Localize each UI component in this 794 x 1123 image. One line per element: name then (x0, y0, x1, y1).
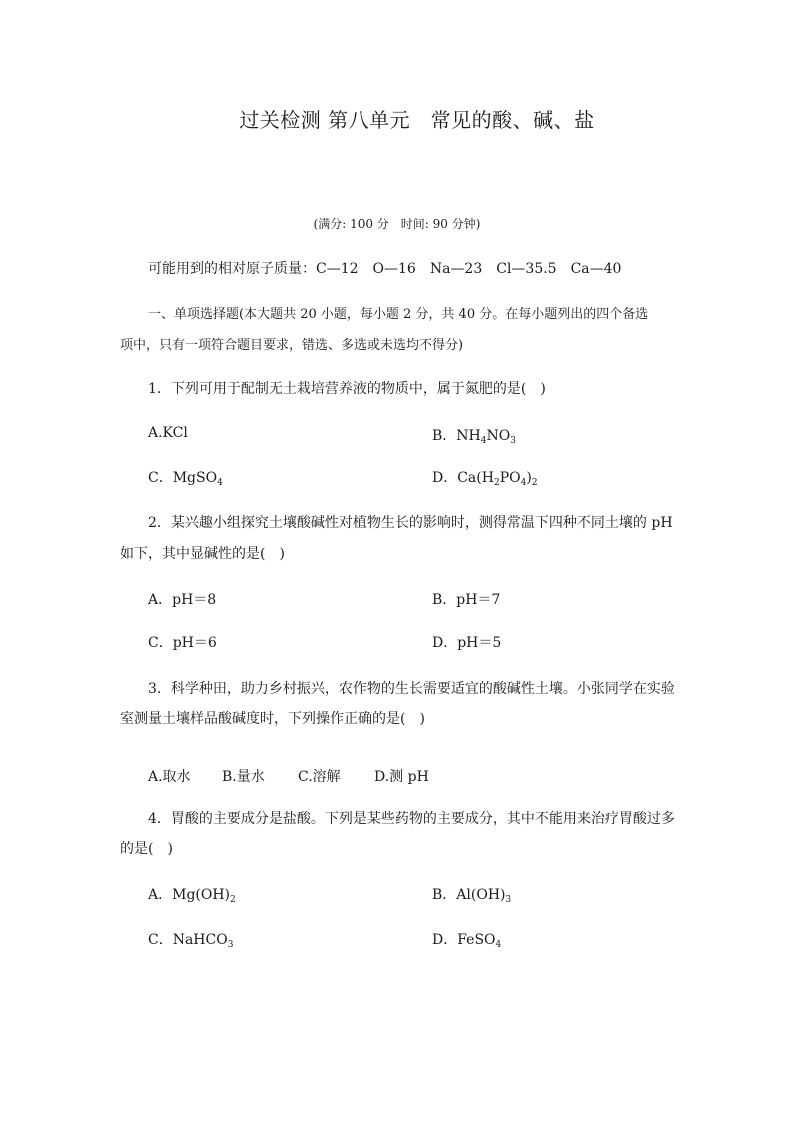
question-4-stem-line2: 的是( ) (120, 841, 173, 857)
question-1-option-a: A.KCl (148, 425, 188, 441)
question-2-option-d: D．pH＝5 (432, 635, 502, 651)
page-title: 过关检测 第八单元 常见的酸、碱、盐 (239, 108, 595, 132)
question-3-stem-line1: 3．科学种田，助力乡村振兴，农作物的生长需要适宜的酸碱性土壤。小张同学在实验 (148, 681, 675, 697)
question-4-option-a: A．$Mg(OH)_2$ (148, 887, 236, 905)
question-4-stem-line1: 4．胃酸的主要成分是盐酸。下列是某些药物的主要成分，其中不能用来治疗胃酸过多 (148, 811, 675, 827)
question-3-option-c: C.溶解 (298, 769, 341, 785)
question-1-option-d: D．$Ca(H_2PO_4)_2$ (432, 470, 538, 488)
question-2-stem-line2: 如下，其中显碱性的是( ) (120, 546, 285, 562)
question-3-option-d: D.测 pH (374, 769, 429, 785)
section-heading-line1: 一、单项选择题(本大题共 20 小题，每小题 2 分，共 40 分。在每小题列出的四个备选 (148, 307, 649, 322)
question-4-option-b: B．$Al(OH)_3$ (432, 887, 512, 905)
question-2-option-b: B．pH＝7 (432, 592, 501, 608)
question-4-option-d: D．FeSO$_4$ (432, 932, 502, 950)
atomic-masses: 可能用到的相对原子质量：C—12 O—16 Na—23 Cl—35.5 Ca—40 (148, 261, 622, 277)
question-2-stem-line1: 2．某兴趣小组探究土壤酸碱性对植物生长的影响时，测得常温下四种不同土壤的 pH (148, 515, 673, 531)
question-1-option-b: B．$NH_4NO_3$ (432, 428, 516, 446)
exam-meta: (满分: 100 分 时间: 90 分钟) (313, 217, 481, 231)
question-2-option-c: C．pH＝6 (148, 635, 217, 651)
question-3-stem-line2: 室测量土壤样品酸碱度时，下列操作正确的是( ) (120, 711, 425, 727)
section-heading-line2: 项中，只有一项符合题目要求，错选、多选或未选均不得分) (120, 338, 464, 353)
question-1-option-c: C．MgSO$_4$ (148, 470, 223, 488)
question-3-option-b: B.量水 (222, 769, 265, 785)
question-4-option-c: C．NaHCO$_3$ (148, 932, 234, 950)
question-2-option-a: A．pH＝8 (148, 592, 217, 608)
question-3-option-a: A.取水 (148, 769, 191, 785)
question-1-stem: 1．下列可用于配制无土栽培营养液的物质中，属于氮肥的是( ) (148, 381, 546, 397)
